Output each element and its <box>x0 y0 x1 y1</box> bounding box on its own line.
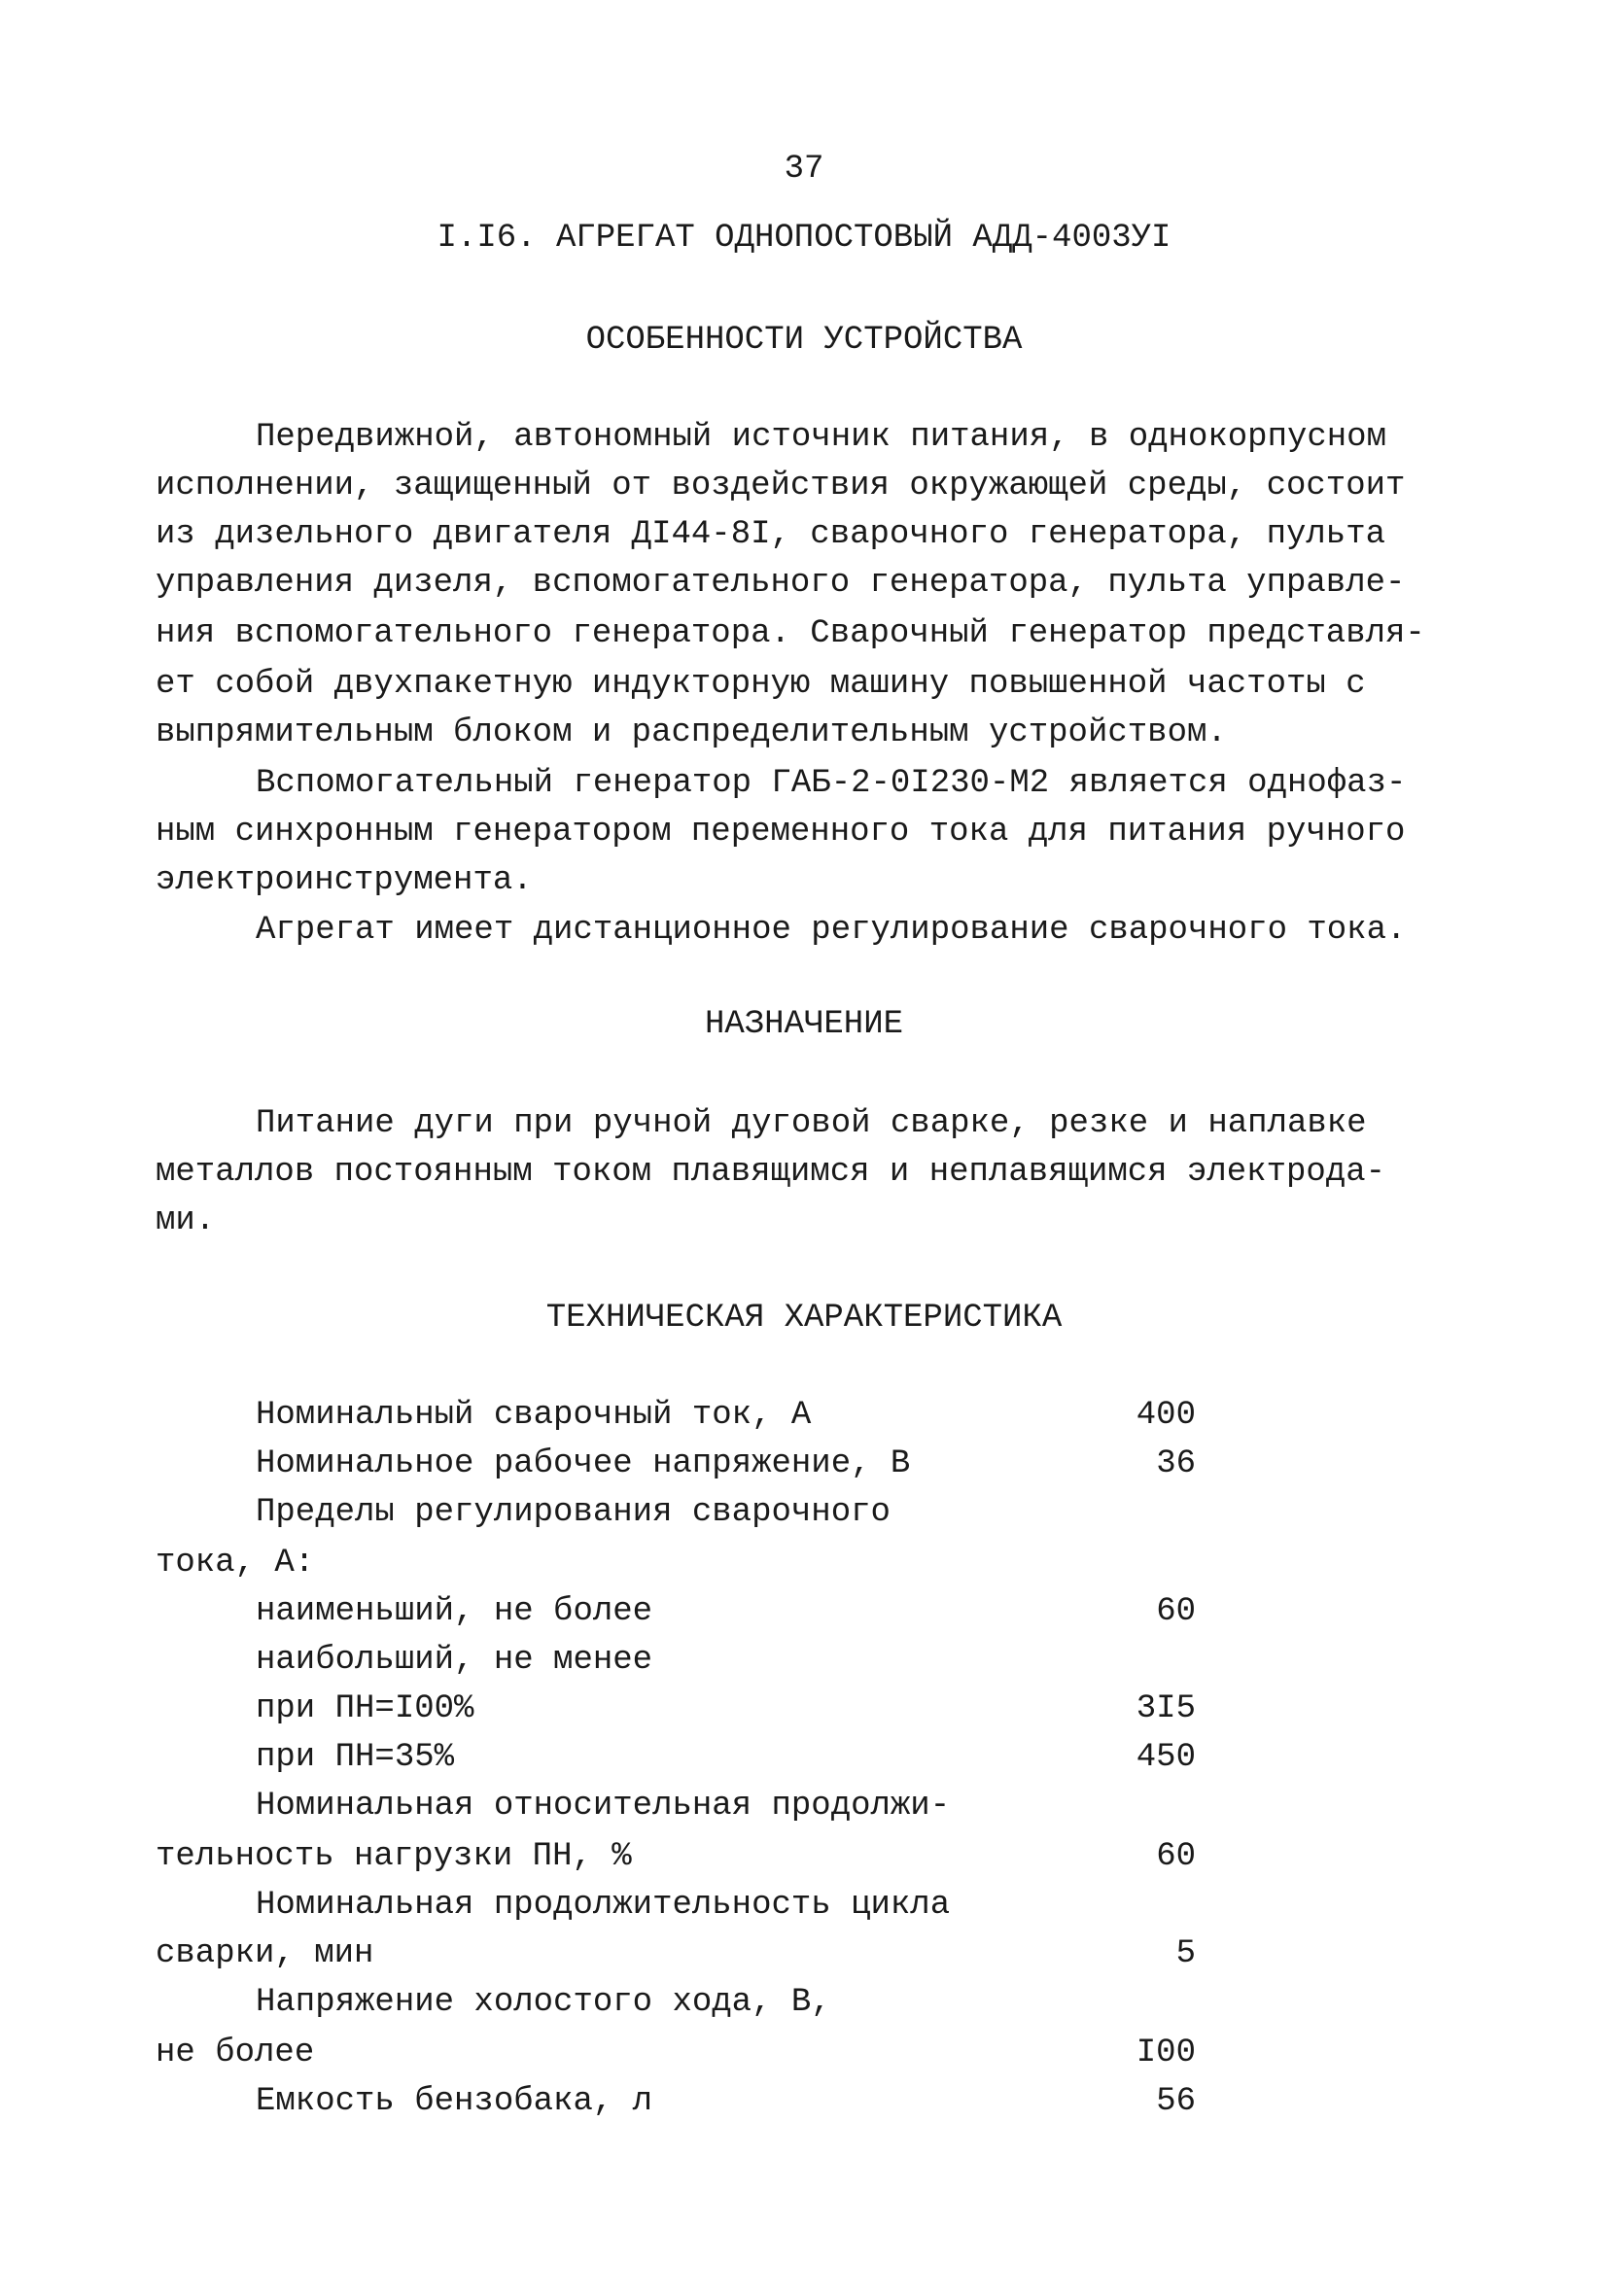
text-line: металлов постоянным током плавящимся и неплавящимся электрода- <box>156 1154 1386 1191</box>
spec-label: Напряжение холостого хода, В, <box>256 1984 831 2021</box>
spec-value: 5 <box>1175 1935 1196 1972</box>
spec-label: не более <box>156 2035 315 2071</box>
text-line: исполнении, защищенный от воздействия окружающей среды, состоит <box>156 468 1406 504</box>
section-title: I.I6. АГРЕГАТ ОДНОПОСТОВЫЙ АДД-4003УI <box>437 220 1171 257</box>
text-line: Вспомогательный генератор ГАБ-2-0I230-М2 является однофаз- <box>256 765 1407 802</box>
spec-label: Номинальная относительная продолжи- <box>256 1788 951 1825</box>
spec-label: Пределы регулирования сварочного <box>256 1494 891 1531</box>
spec-label: при ПН=I00% <box>256 1690 474 1727</box>
text-line: ми. <box>156 1202 216 1239</box>
text-line: выпрямительным блоком и распределительным устройством. <box>156 714 1227 751</box>
page-number: 37 <box>784 151 824 188</box>
spec-value: 36 <box>1156 1445 1196 1482</box>
spec-label: Номинальное рабочее напряжение, В <box>256 1445 911 1482</box>
specs-heading: ТЕХНИЧЕСКАЯ ХАРАКТЕРИСТИКА <box>545 1300 1063 1337</box>
spec-value: 3I5 <box>1136 1690 1196 1727</box>
text-line: Питание дуги при ручной дуговой сварке, резке и наплавке <box>256 1105 1367 1142</box>
spec-value: I00 <box>1136 2035 1196 2071</box>
spec-label: тока, А: <box>156 1545 315 1582</box>
spec-value: 450 <box>1136 1739 1196 1776</box>
text-line: электроинструмента. <box>156 862 533 899</box>
spec-label: Номинальный сварочный ток, А <box>256 1397 812 1434</box>
spec-value: 60 <box>1156 1593 1196 1630</box>
text-line: управления дизеля, вспомогательного генератора, пульта управле- <box>156 565 1406 602</box>
spec-value: 400 <box>1136 1397 1196 1434</box>
spec-label: Емкость бензобака, л <box>256 2083 653 2120</box>
text-line: из дизельного двигателя ДI44-8I, сварочного генератора, пульта <box>156 516 1386 553</box>
spec-label: Номинальная продолжительность цикла <box>256 1887 951 1924</box>
features-heading: ОСОБЕННОСТИ УСТРОЙСТВА <box>585 322 1023 359</box>
spec-label: при ПН=35% <box>256 1739 455 1776</box>
text-line: Передвижной, автономный источник питания, в однокорпусном <box>256 419 1386 456</box>
spec-label: тельность нагрузки ПН, % <box>156 1838 632 1875</box>
spec-value: 56 <box>1156 2083 1196 2120</box>
spec-value: 60 <box>1156 1838 1196 1875</box>
text-line: ния вспомогательного генератора. Сварочный генератор представля- <box>156 615 1425 652</box>
text-line: ет собой двухпакетную индукторную машину повышенной частоты с <box>156 666 1366 703</box>
spec-label: наименьший, не более <box>256 1593 653 1630</box>
purpose-heading: НАЗНАЧЕНИЕ <box>704 1006 904 1043</box>
text-line: ным синхронным генератором переменного тока для питания ручного <box>156 814 1406 851</box>
spec-label: наибольший, не менее <box>256 1642 653 1679</box>
text-line: Агрегат имеет дистанционное регулирование сварочного тока. <box>256 912 1407 949</box>
spec-label: сварки, мин <box>156 1935 374 1972</box>
